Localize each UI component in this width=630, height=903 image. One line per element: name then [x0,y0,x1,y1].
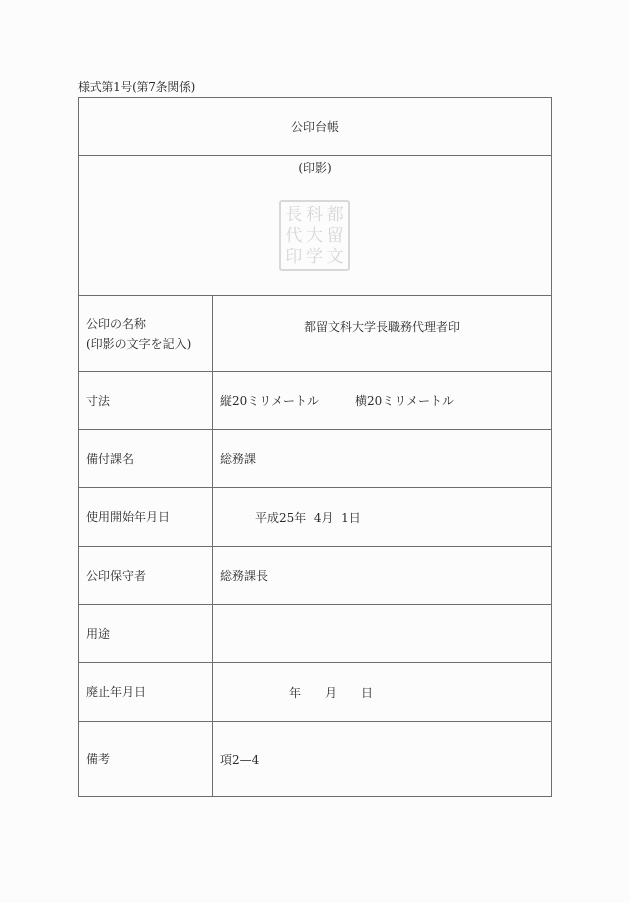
ledger-row-remarks [79,722,551,796]
ledger-row-department [79,430,551,488]
row-label: 用途 [79,605,213,662]
remarks-value: 項2—4 [220,752,260,767]
seal-glyph: 印 [285,247,303,267]
row-label [79,296,213,371]
ledger-row-abolition-date [79,663,551,722]
seal-glyph: 学 [306,247,323,267]
seal-glyph: 都 [326,205,344,225]
department-value: 総務課 [220,452,257,466]
seal-glyph: 代 [285,226,303,246]
impression-caption: (印影) [298,161,332,175]
seal-glyph: 留 [326,226,344,246]
ledger-title-row [79,98,551,156]
row-label: 備考 [79,722,213,796]
seal-name-sublabel: (印影の文字を記入) [86,336,192,351]
row-label: 使用開始年月日 [79,488,213,546]
ledger-title: 公印台帳 [290,120,339,134]
row-label: 寸法 [79,372,213,429]
row-label: 備付課名 [79,430,213,487]
seal-name-value: 都留文科大学長職務代理者印 [303,320,460,334]
abolition-date-value: 年 月 日 [289,685,374,700]
seal-glyph: 大 [306,226,323,246]
form-number-label: 様式第1号(第7条関係) [78,80,196,94]
seal-impression-row [79,156,551,296]
ledger-row-start-date [79,488,551,547]
ledger-row-seal-name [79,296,551,372]
seal-name-label: 公印の名称 [86,316,147,331]
row-label: 廃止年月日 [79,663,213,721]
ledger-row-purpose [79,605,551,663]
seal-ledger-table [78,97,552,797]
purpose-value [213,605,551,662]
ledger-row-dimensions [79,372,551,430]
row-label: 公印保守者 [79,547,213,604]
seal-glyph: 長 [285,205,303,225]
start-date-value: 平成25年 4月 1日 [255,510,361,525]
custodian-value: 総務課長 [220,569,269,583]
seal-impression-image [279,200,350,271]
seal-glyph: 科 [306,205,323,225]
dimensions-value: 縦20ミリメートル 横20ミリメートル [220,394,455,408]
seal-glyph: 文 [326,247,344,267]
ledger-row-custodian [79,547,551,605]
